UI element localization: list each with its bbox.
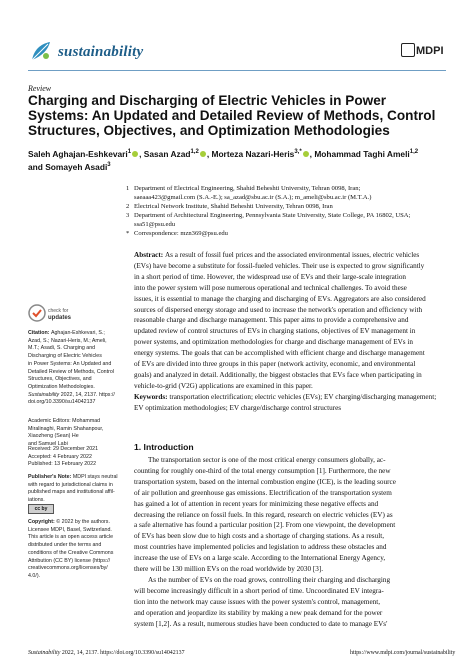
abstract-line: in a short period of time. However, the widespread use of EVs and their large-scale integration xyxy=(134,272,407,281)
abstract-line: into the power system will pose numerous operational and technical challenges. To avoid these xyxy=(134,283,407,292)
affiliation: 2 Electrical Network Institute, Shahid Beheshti University, Tehran 0098, Iran xyxy=(126,203,333,210)
citation-line: Sustainability 2022, 14, 2137. https:// xyxy=(28,391,115,398)
affiliation: 3 Department of Architectural Engineering, Pennsylvania State University, State College, PA 16802, USA; xyxy=(126,212,411,219)
correspondence: * Correspondence: mzn369@psu.edu xyxy=(126,230,228,237)
copyright-block xyxy=(28,519,118,581)
affiliation-emails: ssa51@psu.edu xyxy=(134,221,176,228)
abstract-line: vehicle-to-grid (V2G) applications are examined in this paper. xyxy=(134,381,313,390)
academic-editors xyxy=(28,418,118,449)
section-heading: 1. Introduction xyxy=(134,442,194,452)
intro-line: As the number of EVs on the road grows, controlling their charging and discharging xyxy=(148,575,391,584)
note-line: iations. xyxy=(28,497,45,504)
affiliation: 1 Department of Electrical Engineering, Shahid Beheshti University, Tehran 0098, Iran; xyxy=(126,185,361,192)
intro-line: most countries have implemented policies and legislation to address these obstacles and xyxy=(134,543,387,552)
published-date: Published: 13 February 2022 xyxy=(28,461,97,468)
article-title: Charging and Discharging of Electric Vehicles in Power Systems: An Updated and Detailed Review of Methods, Control Structures, Objectives, and Optimization Methodologies xyxy=(28,93,436,138)
abstract-line: (EVs) have become a substitute for fossil-fueled vehicles. Their use is expected to grow significantly xyxy=(134,261,425,270)
note-line: with regard to jurisdictional claims in xyxy=(28,481,113,488)
citation-line: Discharging of Electric Vehicles xyxy=(28,353,102,360)
dates-block xyxy=(28,446,118,469)
footer-citation: Sustainability 2022, 14, 2137. https://doi.org/10.3390/su14042137 xyxy=(28,650,185,656)
keywords-line-label: Keywords: xyxy=(134,393,170,401)
intro-line: will become increasingly difficult in a short period of time. Uncoordinated EV integra- xyxy=(134,586,384,595)
updates-label: updates xyxy=(48,315,72,321)
check-label: check for xyxy=(48,308,69,314)
intro-line: counting for roughly one-third of the total energy consumption [1]. Furthermore, the new xyxy=(134,466,391,475)
journal-logo-icon xyxy=(28,38,54,64)
copyright-line: conditions of the Creative Commons xyxy=(28,549,114,556)
abstract-line: updated review of control structures of EVs in charging stations, objectives of EV management in xyxy=(134,327,416,336)
citation-line-label: Citation: xyxy=(28,330,51,336)
copyright-line: Attribution (CC BY) license (https:// xyxy=(28,557,111,564)
intro-line: of air pollution and greenhouse gas emissions. Electrification of the transportation system xyxy=(134,488,392,497)
publisher-name: MDPI xyxy=(416,45,444,57)
received-date: Received: 29 December 2021 xyxy=(28,446,99,452)
copyright-line: Copyright: © 2022 by the authors. xyxy=(28,519,110,525)
header-rule xyxy=(28,70,446,71)
intro-line: The transportation sector is one of the most critical energy consumers globally, ac- xyxy=(148,456,386,464)
note-line-label: Publisher's Note: xyxy=(28,474,73,480)
abstract-line: energy systems. The goals that can be accomplished with efficient charge and discharge management xyxy=(134,349,425,358)
cc-by-license-icon[interactable]: cc by xyxy=(28,504,54,514)
citation-line: Azad, S.; Nazari-Heris, M.; Ameli, xyxy=(28,337,107,344)
copyright-line: Licensee MDPI, Basel, Switzerland. xyxy=(28,526,112,533)
author-name[interactable]: and Somayeh Asadi xyxy=(28,162,108,173)
copyright-line: distributed under the terms and xyxy=(28,542,102,549)
editors-line: Miralinaghi, Ramin Shahanpour, xyxy=(28,425,104,432)
editors-line: Academic Editors: Mohammad xyxy=(28,418,101,424)
copyright-line: 4.0/). xyxy=(28,572,41,579)
abstract-line: reasonable charge and discharge management. This paper aims to provide a comprehensive and xyxy=(134,316,409,325)
intro-text xyxy=(134,455,448,630)
author-list: Saleh Aghajan-Eshkevari$^1$ , Sasan Azad$^{1,2}$ , Morteza Nazari-Heris$^{3,*}$ , Mohammad Taghi Ameli$^{1,2}$ and Somayeh Asadi$^3$ xyxy=(28,148,419,173)
intro-line: increase the use of EVs on a large scale. According to the International Energy Agency, xyxy=(134,554,386,563)
check-for-updates-icon[interactable] xyxy=(28,302,72,324)
note-line: Publisher's Note: MDPI stays neutral xyxy=(28,474,118,480)
article-type: Review xyxy=(28,84,52,93)
abstract-line: sources of dispersed energy storage and used to increase the network's operation and efficiency with xyxy=(134,305,423,314)
abstract xyxy=(134,250,448,392)
intro-line: a safe alternative has found a particular position [2]. From one viewpoint, the development xyxy=(134,521,396,530)
journal-name: sustainability xyxy=(58,44,144,60)
abstract-line: of EVs are divided into three groups in this paper (network activity, economic, and environmental xyxy=(134,360,416,369)
copyright-line-label: Copyright: xyxy=(28,519,57,525)
affiliation-emails: saeaaa423@gmail.com (S.A.-E.); sa_azad@sbu.ac.ir (S.A.); m_ameli@sbu.ac.ir (M.T.A.) xyxy=(134,194,372,201)
abstract-line: goals) and analyzed in detail. Additionally, the biggest obstacles that EVs face when participating in xyxy=(134,370,422,379)
intro-line: system [1,2]. As a result, numerous studies have been conducted to date to manage EVs' xyxy=(134,619,388,628)
editors-line: Xiaozheng (Sean) He xyxy=(28,433,79,440)
author-name[interactable]: Sasan Azad xyxy=(143,148,191,159)
intro-line: there will be 130 million EVs on the road worldwide by 2030 [3]. xyxy=(134,565,324,574)
orcid-icon[interactable] xyxy=(303,151,309,157)
author-name[interactable]: Morteza Nazari-Heris xyxy=(211,148,295,159)
abstract-line: power systems, and optimization methodologies for charge and discharge management of EVs in xyxy=(134,338,413,347)
editors-line: and Samuel Labi xyxy=(28,441,68,448)
citation-doi-link[interactable]: doi.org/10.3390/su14042137 xyxy=(28,399,96,406)
copyright-line: This article is an open access article xyxy=(28,534,114,541)
author-name[interactable]: Saleh Aghajan-Eshkevari xyxy=(28,148,128,159)
mdpi-logo-icon xyxy=(401,43,415,57)
abstract-line: issues, it is essential to manage the charging and discharging of EVs. Aggregators are also considered xyxy=(134,294,426,303)
citation-line: M.T.; Asadi, S. Charging and xyxy=(28,345,96,352)
footer-journal-link[interactable]: https://www.mdpi.com/journal/sustainability xyxy=(350,650,456,656)
keywords-line: Keywords: transportation electrification; electric vehicles (EVs); EV charging/discharging management; xyxy=(134,393,437,401)
citation-line: Detailed Review of Methods, Control xyxy=(28,368,114,375)
citation-line: Optimization Methodologies. xyxy=(28,383,95,390)
abstract-line-label: Abstract: xyxy=(134,251,165,259)
citation-line: Structures, Objectives, and xyxy=(28,376,92,383)
abstract-line: Abstract: As a result of fossil fuel prices and the associated environmental issues, electric vehicles xyxy=(134,251,420,259)
copyright-line: creativecommons.org/licenses/by/ xyxy=(28,565,108,572)
intro-line: tion into the network may cause issues with the power system's control, management, xyxy=(134,597,381,606)
keywords xyxy=(134,392,448,414)
publisher-note xyxy=(28,474,118,505)
accepted-date: Accepted: 4 February 2022 xyxy=(28,453,92,460)
note-line: published maps and institutional affil- xyxy=(28,489,115,496)
intro-line: decreasing the reliance on fossil fuels. In this regard, research on electric vehicles (EV) as xyxy=(134,510,393,519)
intro-line: and operation and jeopardize its stability by making a new peak demand for the power xyxy=(134,608,383,617)
author-name[interactable]: Mohammad Taghi Ameli xyxy=(314,148,410,159)
orcid-icon[interactable] xyxy=(132,151,138,157)
keywords-line: EV optimization methodologies; EV charge/discharge control structures xyxy=(134,403,342,412)
citation-line: in Power Systems: An Updated and xyxy=(28,360,112,367)
orcid-icon[interactable] xyxy=(200,151,206,157)
intro-line: of EVs has been slow due to high costs and a shortage of charging stations. As a result, xyxy=(134,532,384,541)
intro-line: transportation system, based on the internal combustion engine (ICE), is the leading source xyxy=(134,477,396,486)
citation-line: Citation: Aghajan-Eshkevari, S.; xyxy=(28,330,105,336)
intro-line: has gained a lot of attention in recent years for minimizing these negative effects and xyxy=(134,499,379,508)
citation-block xyxy=(28,330,118,407)
